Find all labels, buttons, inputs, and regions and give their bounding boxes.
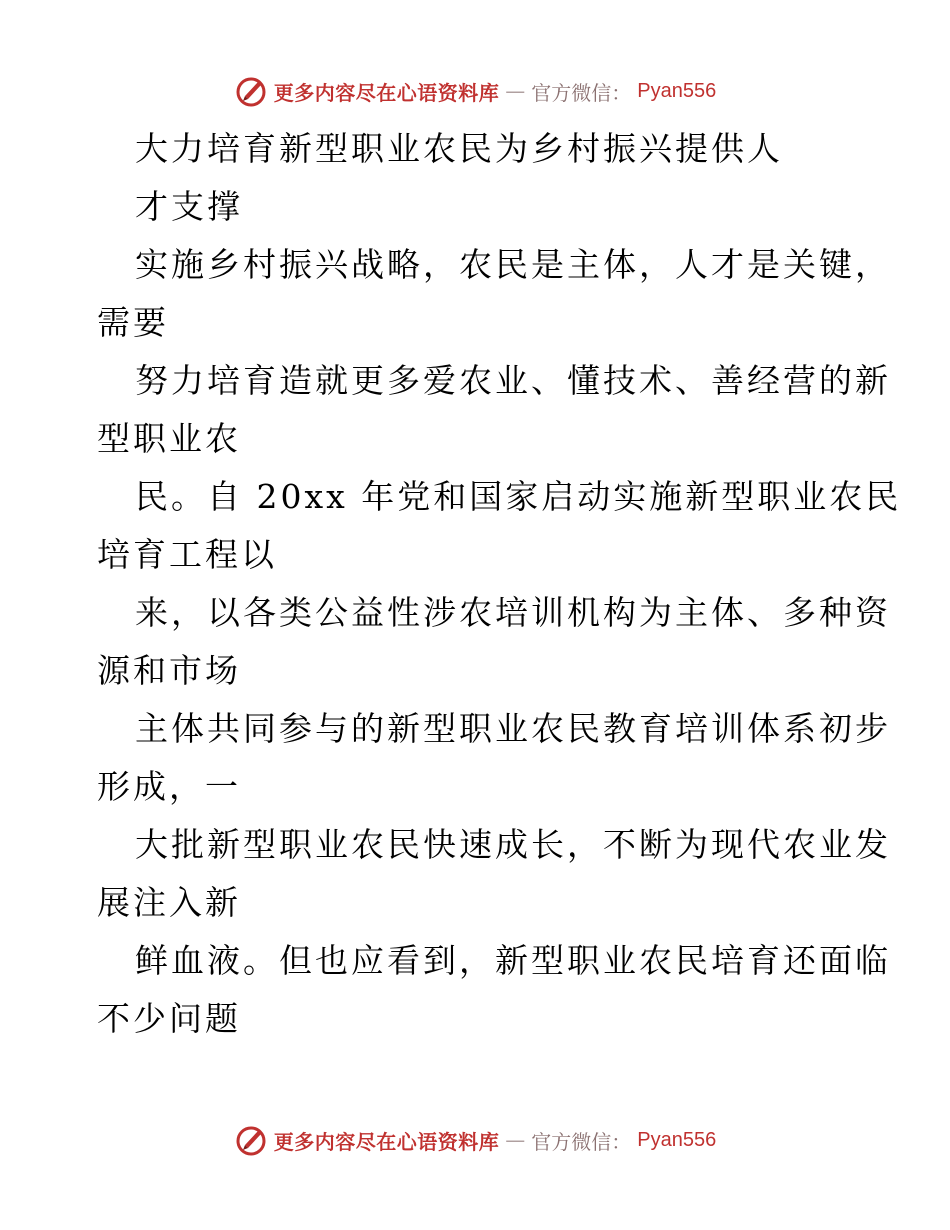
document-line: 大批新型职业农民快速成长，不断为现代农业发 xyxy=(135,825,891,864)
document-line: 来，以各类公益性涉农培训机构为主体、多种资 xyxy=(135,593,891,632)
document-line: 培育工程以 xyxy=(97,535,277,574)
header-banner-dash: — xyxy=(505,79,526,103)
document-line: 努力培育造就更多爱农业、懂技术、善经营的新 xyxy=(135,361,891,400)
header-wechat-label: 官方微信： xyxy=(531,80,632,105)
document-line: 源和市场 xyxy=(97,651,241,690)
document-line: 不少问题 xyxy=(97,999,241,1038)
document-line: 型职业农 xyxy=(97,419,241,458)
brand-logo-icon xyxy=(234,74,268,108)
document-line: 鲜血液。但也应看到，新型职业农民培育还面临 xyxy=(135,941,891,980)
document-line: 才支撑 xyxy=(135,187,243,226)
document-line: 大力培育新型职业农民为乡村振兴提供人 xyxy=(135,129,783,168)
document-body xyxy=(97,120,902,1048)
document-line: 民。自 20xx 年党和国家启动实施新型职业农民 xyxy=(135,477,902,516)
footer-wechat-id: Pyan556 xyxy=(637,1128,717,1151)
header-banner xyxy=(0,71,950,111)
header-wechat-id: Pyan556 xyxy=(637,79,717,102)
document-line: 主体共同参与的新型职业农民教育培训体系初步 xyxy=(135,709,891,748)
footer-banner-dash: — xyxy=(505,1128,526,1152)
footer-banner-text: 更多内容尽在心语资料库 xyxy=(273,1129,500,1154)
header-banner-text: 更多内容尽在心语资料库 xyxy=(273,80,500,105)
brand-logo-icon xyxy=(234,1123,268,1157)
document-line: 形成，一 xyxy=(97,767,241,806)
document-line: 展注入新 xyxy=(97,883,241,922)
document-line: 需要 xyxy=(97,303,169,342)
footer-wechat-label: 官方微信： xyxy=(531,1129,632,1154)
document-line: 实施乡村振兴战略，农民是主体，人才是关键， xyxy=(135,245,891,284)
footer-banner xyxy=(0,1120,950,1160)
